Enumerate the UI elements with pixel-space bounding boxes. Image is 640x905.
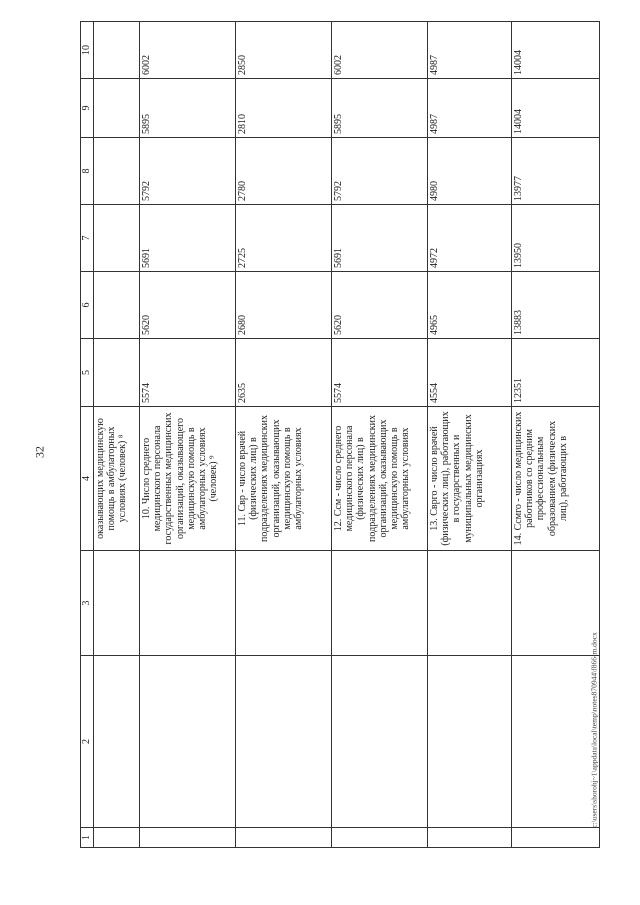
table-cell	[428, 551, 512, 656]
value-cell: 4980	[428, 138, 512, 205]
table-cell	[332, 656, 428, 828]
value-cell: 4987	[428, 79, 512, 138]
column-header: 4	[81, 407, 94, 551]
value-cell: 2810	[236, 79, 332, 138]
value-cell	[94, 339, 140, 407]
column-header: 1	[81, 828, 94, 848]
column-header: 7	[81, 205, 94, 272]
value-cell: 2725	[236, 205, 332, 272]
value-cell: 5574	[140, 339, 236, 407]
table-cell	[236, 656, 332, 828]
table-cell	[94, 828, 140, 848]
column-header: 10	[81, 22, 94, 79]
column-header: 3	[81, 551, 94, 656]
value-cell: 5620	[332, 272, 428, 339]
indicator-description: 13. Cврго - число врачей (физических лиц), работающих в государственных и муниципальных медицинских организациях	[428, 407, 512, 551]
page-number: 32	[32, 446, 47, 458]
column-number-row	[81, 22, 94, 848]
value-cell	[94, 272, 140, 339]
value-cell: 5895	[332, 79, 428, 138]
value-cell: 6002	[140, 22, 236, 79]
value-cell: 2680	[236, 272, 332, 339]
column-header: 6	[81, 272, 94, 339]
value-cell: 5691	[140, 205, 236, 272]
value-cell: 14004	[512, 79, 600, 138]
table-cell	[428, 656, 512, 828]
indicator-description: оказывающих медицинскую помощь в амбулаторных условиях (человек) ⁸	[94, 407, 140, 551]
table-row	[332, 22, 428, 848]
value-cell: 4554	[428, 339, 512, 407]
value-cell: 2635	[236, 339, 332, 407]
table-cell	[236, 828, 332, 848]
value-cell: 5691	[332, 205, 428, 272]
table-cell	[94, 656, 140, 828]
table-cell	[332, 551, 428, 656]
value-cell: 4972	[428, 205, 512, 272]
value-cell: 13977	[512, 138, 600, 205]
column-header: 5	[81, 339, 94, 407]
table-row	[428, 22, 512, 848]
value-cell	[94, 22, 140, 79]
table-cell	[512, 828, 600, 848]
value-cell: 2850	[236, 22, 332, 79]
table-rotation-frame	[80, 22, 631, 848]
table-cell	[140, 828, 236, 848]
table-cell	[236, 551, 332, 656]
value-cell: 12351	[512, 339, 600, 407]
value-cell: 6002	[332, 22, 428, 79]
value-cell: 5792	[332, 138, 428, 205]
value-cell: 4965	[428, 272, 512, 339]
column-header: 8	[81, 138, 94, 205]
table-row	[236, 22, 332, 848]
value-cell: 5792	[140, 138, 236, 205]
value-cell: 5574	[332, 339, 428, 407]
value-cell	[94, 205, 140, 272]
value-cell: 13883	[512, 272, 600, 339]
table-cell	[140, 656, 236, 828]
value-cell: 14004	[512, 22, 600, 79]
data-table	[80, 21, 600, 848]
value-cell	[94, 138, 140, 205]
indicator-description: 10. Число среднего медицинского персонала государственных медицинских организаций, оказывающего медицинскую помощь в амбулаторных условиях (человек) ⁹	[140, 407, 236, 551]
value-cell: 2780	[236, 138, 332, 205]
table-cell	[332, 828, 428, 848]
value-cell: 4987	[428, 22, 512, 79]
table-cell	[428, 828, 512, 848]
table-row	[140, 22, 236, 848]
value-cell: 13950	[512, 205, 600, 272]
table-row	[94, 22, 140, 848]
column-header: 9	[81, 79, 94, 138]
indicator-description: 11. Cвр - число врачей (физических лиц) в подразделениях медицинских организаций, оказывающих медицинскую помощь в амбулаторных условиях	[236, 407, 332, 551]
column-header: 2	[81, 656, 94, 828]
table-cell	[512, 656, 600, 828]
table-cell	[140, 551, 236, 656]
indicator-description: 14. Cсмго - число медицинских работников со средним профессиональным образованием (физических лиц), работающих в	[512, 407, 600, 551]
table-cell	[512, 551, 600, 656]
value-cell: 5895	[140, 79, 236, 138]
table-row	[512, 22, 600, 848]
footer-file-path: c:\users\shorohj~1\appdata\local\temp\notes870944\f866-m.docx	[589, 632, 599, 828]
indicator-description: 12. Сcм - число среднего медицинского персонала (физических лиц) в подразделениях медицинских организаций, оказывающих медицинскую помощь в амбулаторных условиях	[332, 407, 428, 551]
value-cell	[94, 79, 140, 138]
value-cell: 5620	[140, 272, 236, 339]
rotated-table-area	[80, 22, 631, 848]
table-cell	[94, 551, 140, 656]
